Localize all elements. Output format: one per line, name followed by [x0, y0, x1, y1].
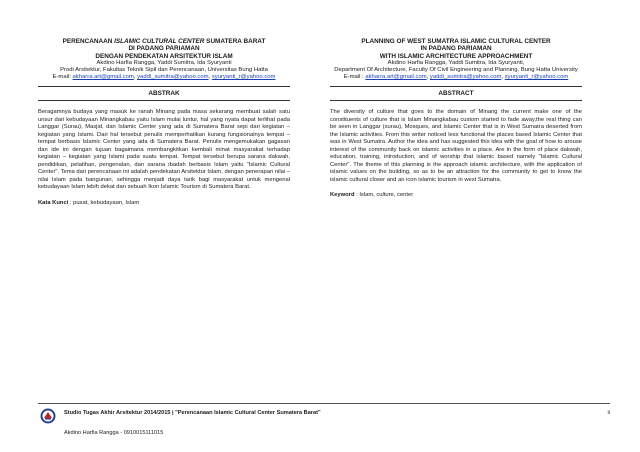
- email-link[interactable]: akharra.art@gmail.com: [72, 74, 134, 81]
- email-link[interactable]: syuryanti_r@yahoo.com: [211, 74, 276, 81]
- abstract-heading-id: ABSTRAK: [148, 90, 180, 98]
- authors-en: Akdino Harfia Rangga, Yaddi Sumitra, Ida Syuryanti,: [387, 60, 525, 67]
- page-footer: [38, 403, 610, 436]
- keywords-en: Keyword : Islam, culture, center: [330, 192, 414, 199]
- divider: [330, 100, 582, 101]
- affiliation-en: Department Of Architecture, Faculty Of Civil Engineering and Planning, Bung Hatta University: [334, 67, 578, 74]
- affiliation-id: Prodi Arsitektur, Fakultas Teknik Sipil dan Perencanaan, Universitas Bung Hatta: [60, 67, 268, 74]
- footer-studio-text: Studio Tugas Akhir Arsitektur 2014/2015 | "Perencanaan Islamic Cultural Center Sumatera Barat": [64, 410, 321, 416]
- footer-divider: [38, 403, 610, 404]
- paper-title-en: PLANNING OF WEST SUMATRA ISLAMIC CULTURAL CENTER IN PADANG PARIAMAN WITH ISLAMIC ARCHITECTURE APPROACHMENT: [361, 38, 551, 60]
- abstract-indonesian-column: [38, 38, 290, 206]
- footer-author: Akdino Harfia Rangga - 0910015111015: [64, 430, 164, 436]
- abstract-body-en: The diversity of culture that goes to the domain of Minang the current make one of the constituents of culture that is Islam Minangkabau custom started to fade away,the real thing can be seen in Langgar (surau), Mosques, and Islamic Center that is in West Sumatra deserted from the Islamic activities. From this writer noticed less functional the places based Islamic Center that was in West Sumatra. Author the idea and has suggested this idea with the goal of how to arouse interest of the community back on islamic activities in a place. Are in the form of place dakwah, education, training, introduction, and of worship that islamic based namely "Islamic Cultural Center". The theme of this planning is the approach islamic architecture, with the application of islamic values on the building, so as to be an attraction for the community to get to know the islamic cultural closer and an icon islamic tourism in west Sumatra.: [330, 109, 582, 183]
- email-link[interactable]: yaddi_sumitra@yahoo.com: [137, 74, 209, 81]
- emails-id: E-mail: akharra.art@gmail.com, yaddi_sumitra@yahoo.com, syuryanti_r@yahoo.com: [52, 74, 276, 81]
- keywords-id: Kata Kunci : pusat, kebudayaan, Islam: [38, 199, 140, 206]
- paper-title-id: PERENCANAAN ISLAMIC CULTURAL CENTER SUMATERA BARAT DI PADANG PARIAMAN DENGAN PENDEKATAN ARSITEKTUR ISLAM: [62, 38, 266, 60]
- divider: [330, 86, 582, 87]
- email-link[interactable]: syuryanti_r@yahoo.com: [504, 74, 569, 81]
- abstract-english-column: [330, 38, 582, 198]
- email-link[interactable]: akharra.art@gmail.com: [365, 74, 427, 81]
- emails-en: E-mail : akharra.art@gmail.com, yaddi_sumitra@yahoo.com, syuryanti_r@yahoo.com: [343, 74, 569, 81]
- abstract-heading-en: ABSTRACT: [438, 90, 474, 98]
- divider: [38, 86, 290, 87]
- page-number: ii: [607, 410, 610, 416]
- email-link[interactable]: yaddi_sumitra@yahoo.com: [429, 74, 502, 81]
- university-seal-icon: [40, 408, 56, 424]
- divider: [38, 100, 290, 101]
- authors-id: Akdino Harfia Rangga, Yaddi Sumitra, Ida Syuryanti: [96, 60, 232, 67]
- abstract-body-id: Beragamnya budaya yang masuk ke ranah Minang pada masa sekarang membuat salah satu unsur dari kebudayaan Minangkabau yaitu Islam mulai luntur, hal yang nyata dapat terlihat pada Langgar (Surau), Masjid, dan Islamic Center yang ada di Sumatera Barat sepi dari kegiatan – kegiatan yang Islami. Dari hal tersebut penulis memperhatikan kurang fungsionalnya tempat – tempat berbasis Islamic Center yang ada di Sumatera Barat. Penulis mengemukakan gagasan dan ide ini dengan tujuan bagaimana membangkitkan kembali minat masyarakat terhadap kegiatan – kegiatan yang Islami pada suatu tempat. Tempat tersebut berupa sarana dakwah, pendidikan, pelatihan, pengenalan, dan sarana ibadah berbasis Islam yaitu "Islamic Cultural Center". Tema dari perencanaan ini adalah pendekatan Arsitektur Islam, dengan penerapan nilai – nilai Islam pada bangunan, sehingga menjadi daya tarik bagi masyarakat untuk mengenal kebudayaan Islam lebih dekat dan sebuah Ikon Islamic Tourism di Sumatera Barat.: [38, 109, 290, 191]
